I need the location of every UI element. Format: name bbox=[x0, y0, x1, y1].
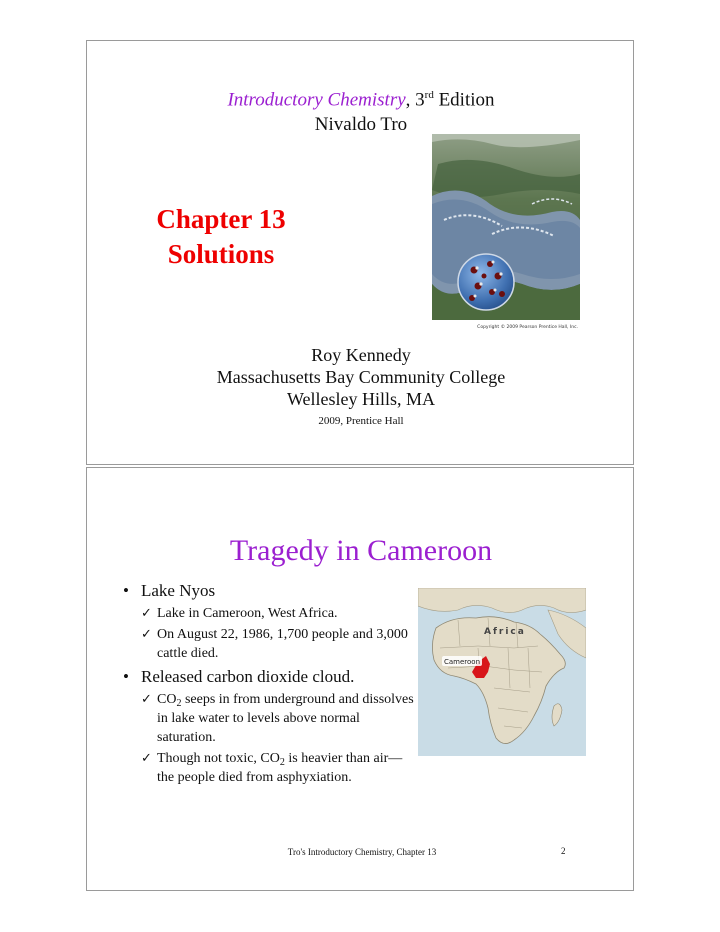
bullet-item: • Released carbon dioxide cloud. bbox=[123, 667, 355, 686]
bullet-list bbox=[119, 580, 419, 789]
checkmark-icon: ✓ bbox=[141, 751, 152, 766]
bullet-dot-icon: • bbox=[123, 581, 129, 600]
checkmark-icon: ✓ bbox=[141, 627, 152, 642]
sub-bullet-item: ✓ Lake in Cameroon, West Africa. bbox=[141, 606, 338, 621]
bullet-dot-icon: • bbox=[123, 667, 129, 686]
checkmark-icon: ✓ bbox=[141, 692, 152, 707]
slide-title: Tragedy in Cameroon bbox=[229, 534, 493, 567]
book-author: Nivaldo Tro bbox=[314, 114, 408, 135]
slide-footer: Tro's Introductory Chemistry, Chapter 13 bbox=[287, 847, 437, 857]
checkmark-icon: ✓ bbox=[141, 606, 152, 621]
presenter-name: Roy Kennedy bbox=[311, 345, 411, 365]
presenter-college: Massachusetts Bay Community College bbox=[216, 367, 506, 387]
edition-superscript: rd bbox=[424, 89, 434, 101]
presenter-block bbox=[87, 344, 635, 410]
image-copyright: Copyright © 2009 Pearson Prentice Hall, Inc. bbox=[477, 325, 578, 330]
content-slide bbox=[86, 467, 634, 891]
sub-bullet-item: ✓ On August 22, 1986, 1,700 people and 3,000 cattle died. bbox=[141, 627, 408, 661]
map-label-africa: Africa bbox=[484, 627, 526, 637]
chapter-number: Chapter 13 bbox=[156, 204, 286, 234]
chapter-heading bbox=[121, 202, 321, 272]
sub-bullet-item: ✓ $CO_2$ seeps in from underground and dissolves in lake water to levels above normal saturation. bbox=[141, 692, 414, 745]
book-title: Introductory Chemistry bbox=[227, 89, 406, 111]
edition-suffix: Edition bbox=[433, 89, 495, 111]
sub-bullet-item: ✓ Though not toxic, $CO_2$ is heavier than air—the people died from asphyxiation. bbox=[141, 751, 403, 785]
publisher-line: 2009, Prentice Hall bbox=[318, 415, 404, 427]
bullet-item: • Lake Nyos bbox=[123, 581, 216, 600]
chapter-title: Solutions bbox=[167, 239, 275, 269]
presenter-location: Wellesley Hills, MA bbox=[286, 389, 436, 409]
edition-prefix: , 3 bbox=[405, 89, 425, 111]
book-title-line bbox=[87, 89, 635, 111]
title-slide bbox=[86, 40, 634, 465]
lake-molecule-illustration bbox=[432, 134, 580, 330]
map-label-cameroon: Cameroon bbox=[444, 658, 481, 666]
africa-map bbox=[418, 588, 586, 756]
page-number: 2 bbox=[561, 846, 566, 856]
